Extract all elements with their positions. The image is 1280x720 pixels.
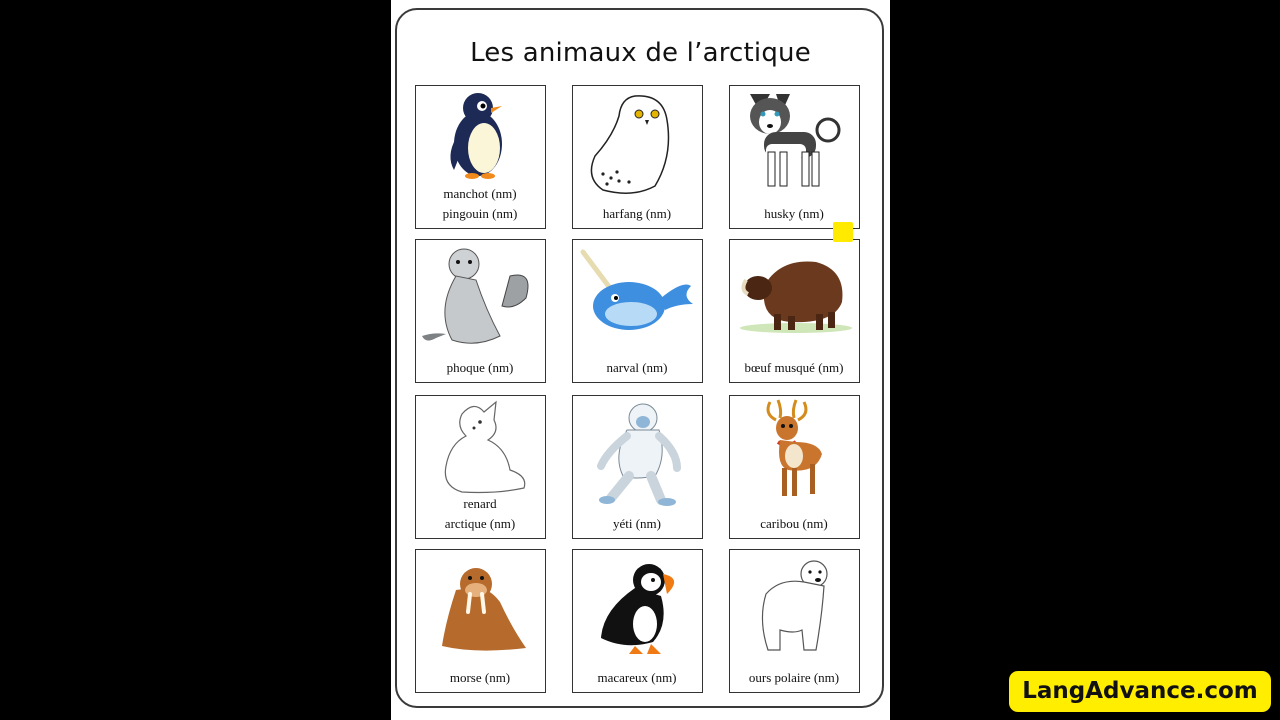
card-penguin (415, 85, 546, 229)
card-polar-bear (729, 549, 860, 693)
brand-badge: LangAdvance.com (1009, 671, 1271, 712)
card-label: renard (463, 496, 497, 511)
card-musk-ox (729, 239, 860, 383)
card-label: macareux (nm) (597, 670, 677, 685)
husky-icon (730, 86, 858, 198)
penguin-icon (416, 86, 544, 198)
yeti-icon (573, 396, 701, 508)
card-label: caribou (nm) (760, 516, 828, 531)
snowy-owl-icon (573, 86, 701, 198)
card-snowy-owl (572, 85, 703, 229)
page-title: Les animaux de l’arctique (470, 38, 811, 68)
polar-bear-icon (730, 550, 858, 662)
caribou-icon (730, 396, 858, 508)
card-husky (729, 85, 860, 229)
card-seal (415, 239, 546, 383)
card-caribou (729, 395, 860, 539)
card-label-secondary: pingouin (nm) (442, 206, 518, 221)
musk-ox-icon (730, 240, 858, 352)
card-label: bœuf musqué (nm) (744, 360, 844, 375)
worksheet-page (391, 0, 890, 720)
card-narwhal (572, 239, 703, 383)
card-label: husky (nm) (764, 206, 824, 221)
card-label: yéti (nm) (612, 516, 661, 531)
card-label: manchot (nm) (443, 186, 517, 201)
card-label: narval (nm) (606, 360, 668, 375)
card-walrus (415, 549, 546, 693)
card-label: ours polaire (nm) (748, 670, 840, 685)
walrus-icon (416, 550, 544, 662)
puffin-icon (573, 550, 701, 662)
arctic-fox-icon (416, 396, 544, 508)
card-label-secondary: arctique (nm) (444, 516, 516, 531)
card-arctic-fox (415, 395, 546, 539)
narwhal-icon (573, 240, 701, 352)
seal-icon (416, 240, 544, 352)
card-label: morse (nm) (449, 670, 511, 685)
card-yeti (572, 395, 703, 539)
card-puffin (572, 549, 703, 693)
highlight-marker (833, 222, 853, 242)
card-label: phoque (nm) (446, 360, 514, 375)
card-label: harfang (nm) (602, 206, 672, 221)
